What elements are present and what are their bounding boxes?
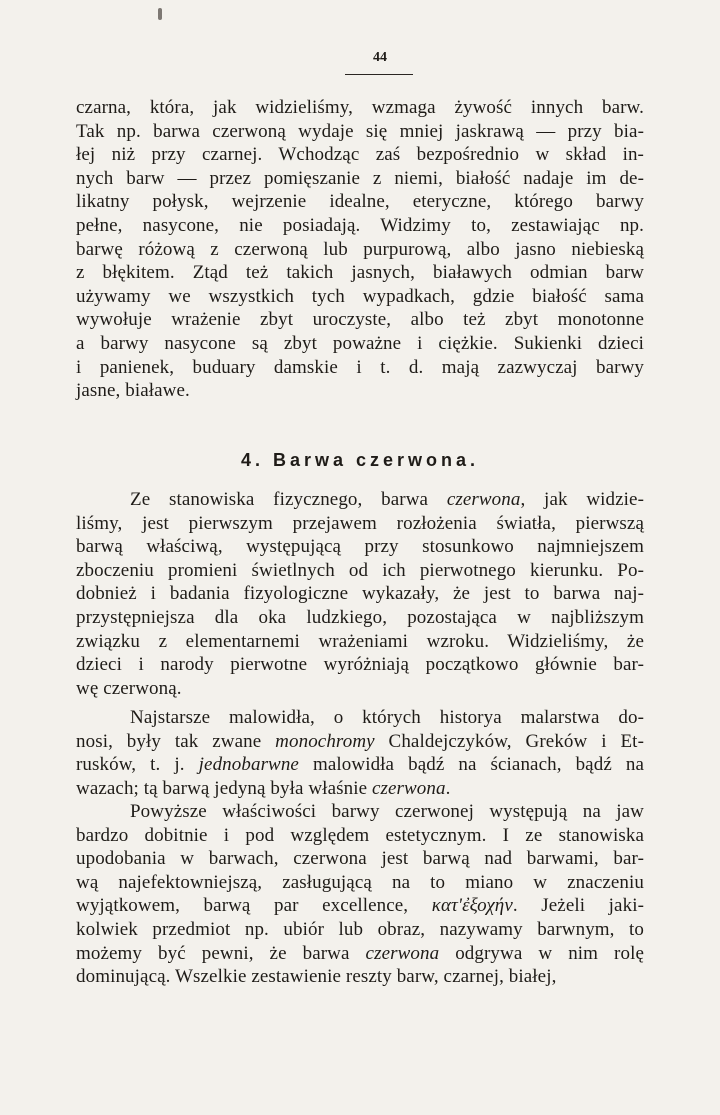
text-line: jasne, białawe. (76, 380, 190, 402)
text-segment: kolwiek przedmiot np. ubiór lub obraz, nazywamy barwnym, to (76, 918, 644, 940)
text-segment: wą najefektowniejszą, zasługującą na to miano w znaczeniu (76, 871, 644, 893)
text-line: wywołuje wrażenie zbyt uroczyste, albo też zbyt monotonne (76, 309, 644, 331)
paragraph-1 (76, 488, 644, 700)
text-segment: liśmy, jest pierwszym przejawem rozłożenia światła, pierwszą (76, 512, 644, 534)
text-segment: zboczeniu promieni świetlnych od ich pierwotnego kierunku. Po- (76, 559, 644, 581)
paragraph-continuation (76, 96, 644, 403)
text-line (76, 512, 644, 536)
text-line: pełne, nasycone, nie posiadają. Widzimy to, zestawiając np. (76, 214, 644, 236)
text-segment: upodobania w barwach, czerwona jest barwą nad barwami, bar- (76, 848, 644, 870)
text-line: likatny połysk, wejrzenie idealne, eteryczne, którego barwy (76, 191, 644, 213)
page-number: 44 (373, 50, 387, 65)
text-line (76, 653, 644, 677)
text-line: łej niż przy czarnej. Wchodząc zaś bezpośrednio w skład in- (76, 144, 644, 166)
text-segment: dobnież i badania fizyologiczne wykazały, że jest to barwa naj- (76, 583, 644, 605)
text-line (76, 630, 644, 654)
text-line (76, 800, 644, 824)
text-line (76, 706, 644, 730)
text-segment: dzieci i narody pierwotne wyróżniają początkowo głównie bar- (76, 654, 644, 676)
text-segment: , jak widzie- (520, 489, 644, 510)
text-line (76, 677, 644, 701)
italic-term: czerwona (371, 777, 446, 799)
text-line (76, 894, 644, 918)
text-line: barwę różową z czerwoną lub purpurową, albo jasno niebieską (76, 238, 644, 260)
text-segment: nosi, były tak zwane (76, 730, 276, 752)
text-segment: barwą właściwą, występującą przy stosunkowo najmniejszem (76, 536, 644, 558)
text-line: a barwy nasycone są zbyt poważne i ciężkie. Sukienki dzieci (76, 332, 644, 354)
text-segment: Chaldejczyków, Greków i Et- (374, 730, 644, 752)
text-segment: odgrywa w nim rolę (439, 942, 644, 964)
section-heading: 4. Barwa czerwona. (240, 450, 480, 470)
paragraph-2 (76, 706, 644, 800)
text-segment: wyjątkowem, barwą par excellence, (76, 895, 432, 917)
text-line: używamy we wszystkich tych wypadkach, gdzie białość sama (76, 285, 644, 307)
text-line (76, 777, 644, 801)
text-line: i panienek, buduary damskie i t. d. mają zazwyczaj barwy (76, 356, 644, 378)
page-number-rule (345, 74, 413, 75)
text-line (76, 871, 644, 895)
text-segment: rusków, t. j. (76, 754, 199, 776)
text-line: nych barw — przez pomięszanie z niemi, białość nadaje im de- (76, 167, 644, 189)
text-line (76, 606, 644, 630)
text-segment: bardzo dobitnie i pod względem estetycznym. I ze stanowiska (76, 824, 644, 846)
text-line (76, 488, 644, 512)
text-line: z błękitem. Ztąd też takich jasnych, białawych odmian barw (76, 262, 644, 284)
text-line (76, 918, 644, 942)
italic-term: czerwona (446, 489, 521, 510)
text-line (76, 559, 644, 583)
italic-term: κατ'ἐξοχήν (431, 895, 513, 917)
paragraph-3 (76, 800, 644, 989)
text-segment: wę czerwoną. (76, 677, 182, 699)
text-line (76, 535, 644, 559)
italic-term: czerwona (365, 942, 440, 964)
text-line (76, 753, 644, 777)
text-segment: związku z elementarnemi wrażeniami wzroku. Widzieliśmy, że (76, 630, 644, 652)
text-line (76, 847, 644, 871)
text-segment: Powyższe właściwości barwy czerwonej występują na jaw (130, 801, 644, 822)
italic-term: jednobarwne (198, 754, 299, 776)
text-segment: malowidła bądź na ścianach, bądź na (298, 754, 644, 776)
text-line (76, 942, 644, 966)
text-line (76, 730, 644, 754)
text-segment: . Jeżeli jaki- (512, 895, 644, 917)
text-segment: Najstarsze malowidła, o których historya malarstwa do- (130, 707, 644, 728)
text-segment: . (445, 777, 451, 799)
text-line (76, 965, 644, 989)
text-line (76, 824, 644, 848)
text-segment: wazach; tą barwą jedyną była właśnie (76, 777, 372, 799)
text-line: Tak np. barwa czerwoną wydaje się mniej jaskrawą — przy bia- (76, 120, 644, 142)
text-segment: możemy być pewni, że barwa (76, 942, 366, 964)
text-segment: dominującą. Wszelkie zestawienie reszty barw, czarnej, białej, (76, 966, 557, 988)
text-line (76, 582, 644, 606)
ink-speck (158, 8, 162, 20)
text-segment: Ze stanowiska fizycznego, barwa (130, 489, 447, 510)
text-line: czarna, która, jak widzieliśmy, wzmaga żywość innych barw. (76, 97, 644, 118)
italic-term: monochromy (275, 730, 375, 752)
text-segment: przystępniejsza dla oka ludzkiego, pozostająca w najbliższym (76, 606, 644, 628)
